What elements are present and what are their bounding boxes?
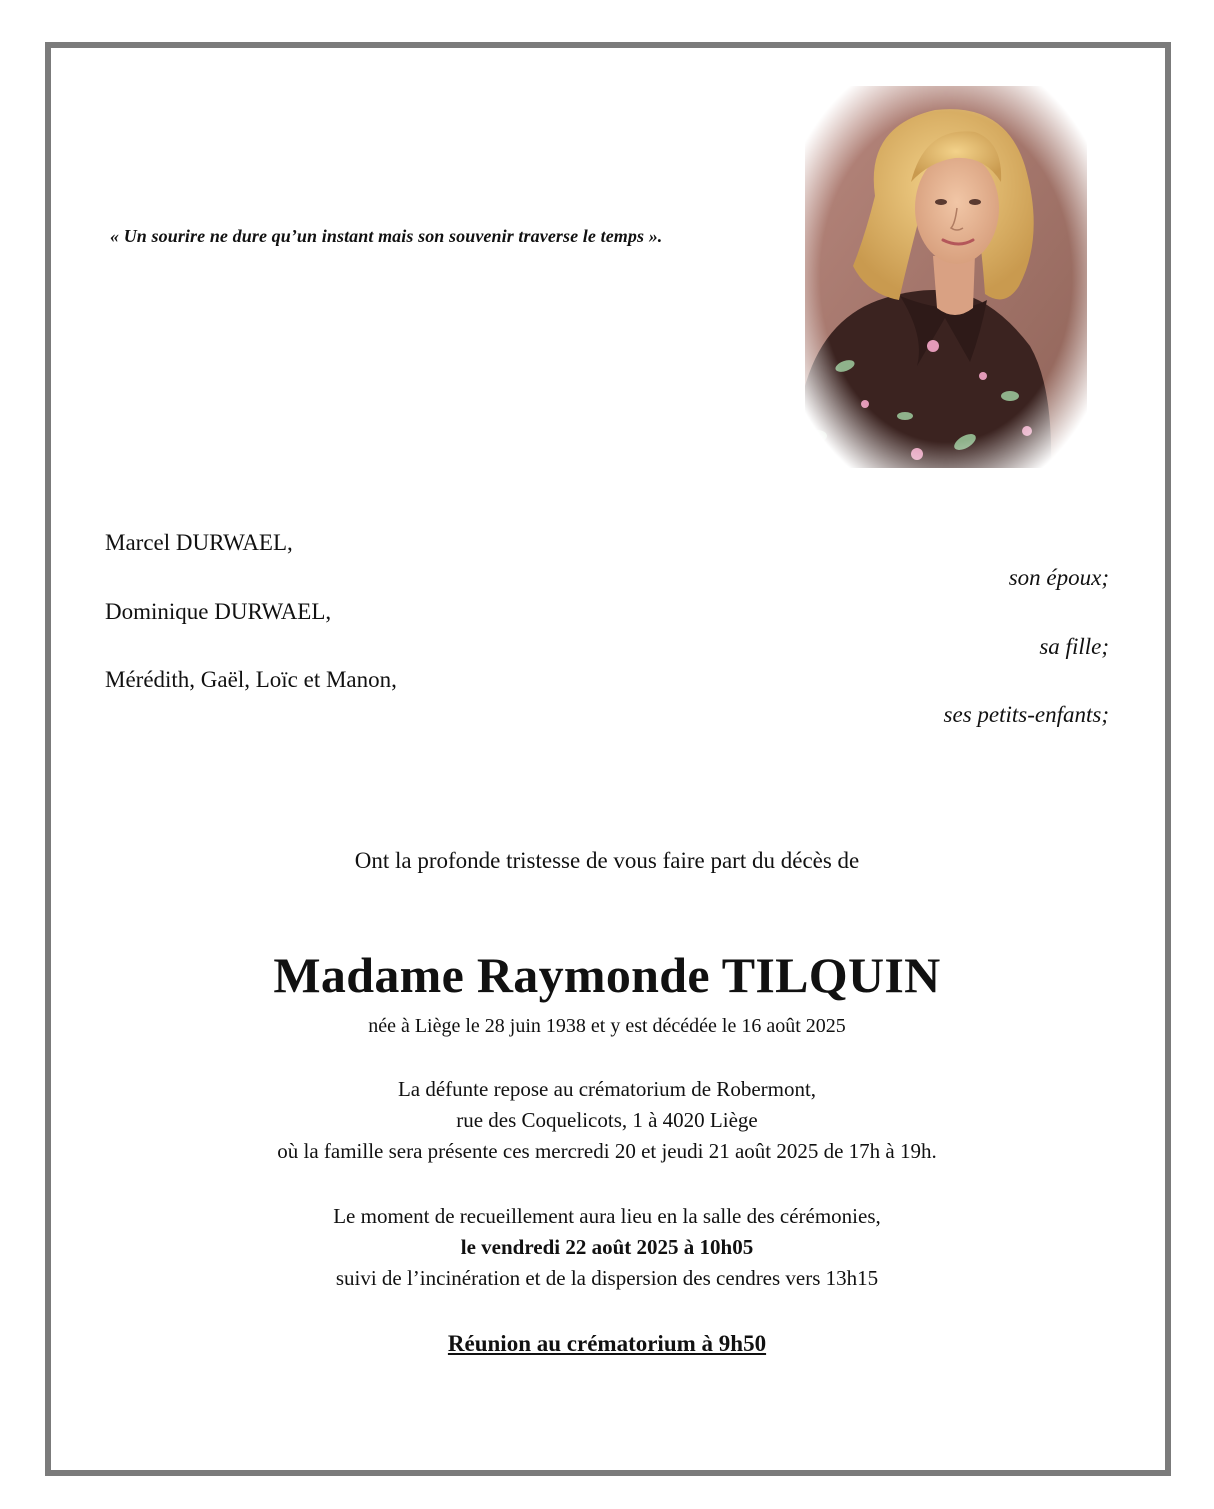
rest-place-line: rue des Coquelicots, 1 à 4020 Liège: [456, 1108, 758, 1132]
family-member-name: Marcel DURWAEL,: [105, 530, 293, 555]
rest-place-line: La défunte repose au crématorium de Robermont,: [397, 1077, 817, 1101]
quote-text: « Un sourire ne dure qu’un instant mais son souvenir traverse le temps ».: [110, 226, 663, 246]
ceremony-line: Le moment de recueillement aura lieu en la salle des cérémonies,: [333, 1204, 881, 1228]
family-member-name: Mérédith, Gaël, Loïc et Manon,: [105, 667, 397, 692]
rest-place-line: où la famille sera présente ces mercredi 20 et jeudi 21 août 2025 de 17h à 19h.: [277, 1139, 937, 1163]
family-member-name: Dominique DURWAEL,: [105, 599, 332, 624]
family-member-relation: ses petits-enfants;: [943, 702, 1109, 727]
portrait-photo: [805, 86, 1087, 468]
birth-death-dates: née à Liège le 28 juin 1938 et y est décédée le 16 août 2025: [368, 1015, 846, 1037]
family-member-relation: son époux;: [1008, 565, 1109, 590]
rest-place-block: [0, 1074, 1214, 1167]
deceased-name: Madame Raymonde TILQUIN: [273, 947, 941, 1003]
announcement-text: Ont la profonde tristesse de vous faire part du décès de: [354, 848, 860, 873]
meeting-notice: Réunion au crématorium à 9h50: [447, 1331, 767, 1356]
ceremony-block: [0, 1201, 1214, 1294]
ceremony-date: le vendredi 22 août 2025 à 10h05: [460, 1235, 754, 1259]
ceremony-line: suivi de l’incinération et de la dispersion des cendres vers 13h15: [335, 1266, 879, 1290]
family-member-relation: sa fille;: [1039, 634, 1109, 659]
